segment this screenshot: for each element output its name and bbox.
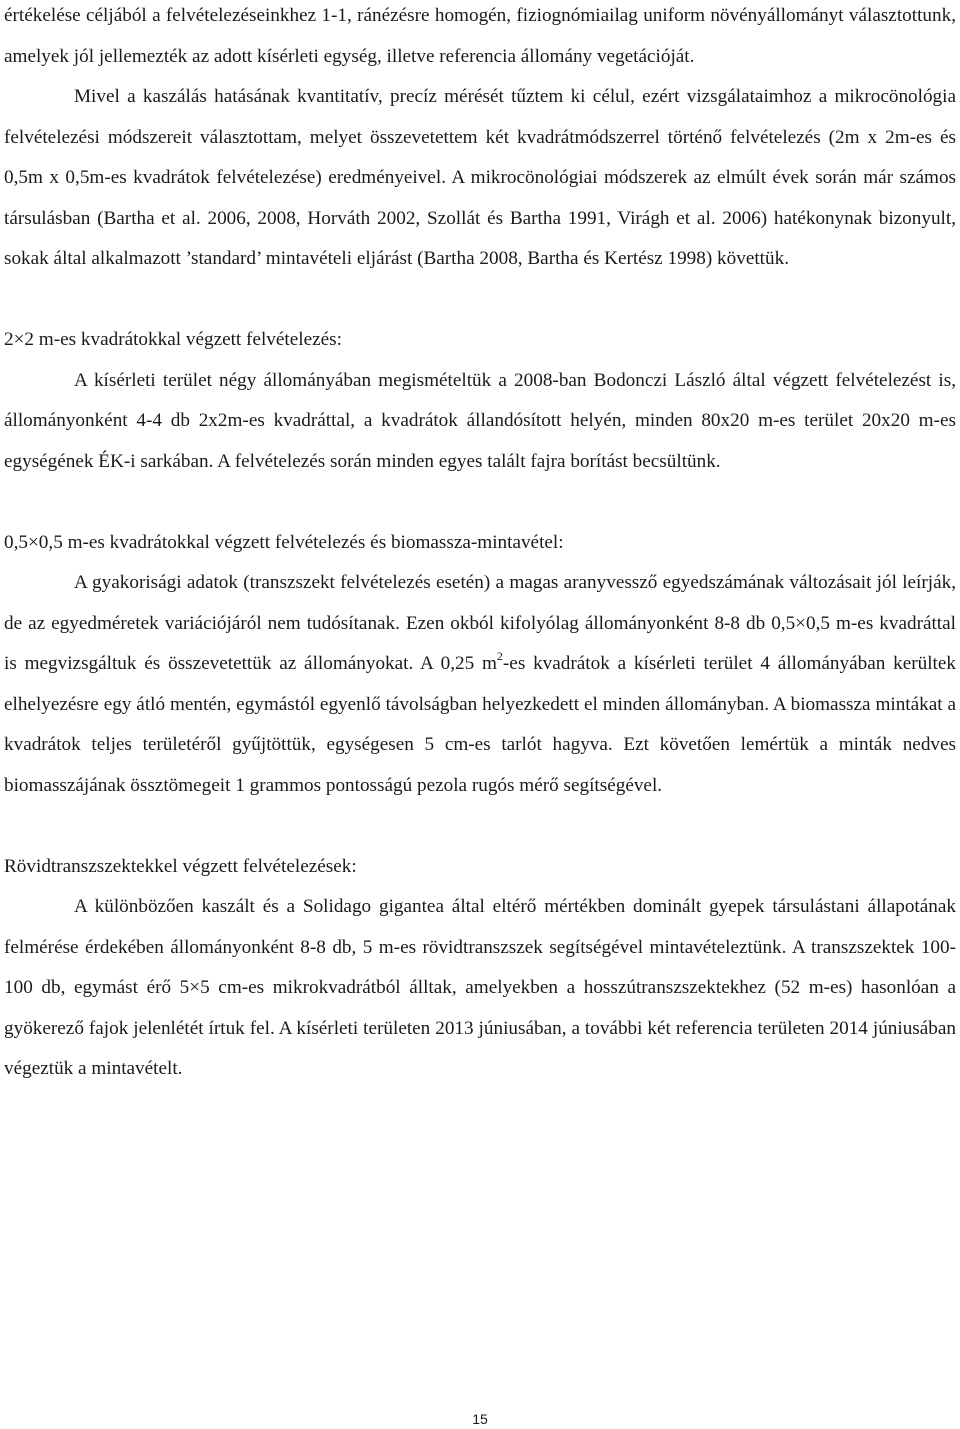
section-heading-05x05: 0,5×0,5 m-es kvadrátokkal végzett felvételezés és biomassza-mintavétel: [4, 531, 564, 553]
page-number: 15 [472, 1411, 488, 1427]
spacer [4, 280, 956, 321]
paragraph-05x05-quadrats [4, 563, 956, 806]
paragraph-intro-continuation: értékelése céljából a felvételezéseinkhez 1-1, ránézésre homogén, fiziognómiailag uniform növényállományt választottunk, amelyek jól jellemezték az adott kísérleti egység, illetve referencia állomány vegetációját. [4, 5, 956, 67]
section-heading-2x2: 2×2 m-es kvadrátokkal végzett felvételezés: [4, 329, 342, 350]
superscript-exponent: 2 [496, 648, 503, 663]
spacer [4, 482, 956, 523]
paragraph-methods-overview: Mivel a kaszálás hatásának kvantitatív, precíz mérését tűztem ki célul, ezért vizsgálataimhoz a mikrocönológia felvételezési módszereit választottam, melyet összevetettem két kvadrátmódszerrel történő felvételezés (2m x 2m-es és 0,5m x 0,5m-es kvadrátok felvételezése) eredményeivel. A mikrocönológiai módszerek az elmúlt évek során már számos társulásban (Bartha et al. 2006, 2008, Horváth 2002, Szollát és Bartha 1991, Virágh et al. 2006) hatékonynak bizonyult, sokak által alkalmazott ’standard’ mintavételi eljárást (Bartha 2008, Bartha és Kertész 1998) követtük. [4, 86, 956, 269]
section-heading-short-transects: Rövidtranszszektekkel végzett felvételezések: [4, 855, 357, 877]
paragraph-part-a: A gyakorisági adatok (transzszekt felvételezés esetén) a magas aranyvessző egyedszámának változásait jól leírják, de az egyedméretek variációjáról nem tudósítanak. Ezen okból kifolyólag állományonként 8-8 db 0,5×0,5 m-es kvadráttal is megvizsgáltuk és összevetettük az állományokat. A 0,25 m [4, 572, 956, 674]
paragraph-2x2-quadrats: A kísérleti terület négy állományában megismételtük a 2008-ban Bodonczi László által végzett felvételezést is, állományonként 4-4 db 2x2m-es kvadráttal, a kvadrátok állandósított helyén, minden 80x20 m-es terület 20x20 m-es egységének ÉK-i sarkában. A felvételezés során minden egyes talált fajra borítást becsültünk. [4, 369, 956, 472]
spacer [4, 806, 956, 847]
paragraph-short-transects: A különbözően kaszált és a Solidago gigantea által eltérő mértékben dominált gyepek társulástani állapotának felmérése érdekében állományonként 8-8 db, 5 m-es rövidtranszszek segítségével mintavételeztünk. A transzszektek 100-100 db, egymást érő 5×5 cm-es mikrokvadrátból álltak, amelyekben a hosszútranszszektekhez (52 m-es) hasonlóan a gyökerező fajok jelenlétét írtuk fel. A kísérleti területen 2013 júniusában, a további két referencia területen 2014 júniusában végeztük a mintavételt. [4, 896, 956, 1079]
document-page [4, 0, 956, 1090]
paragraph-part-b: -es kvadrátok a kísérleti terület 4 állományában kerültek elhelyezésre egy átló mentén, egymástól egyenlő távolságban helyezkedett el minden állományban. A biomassza mintákat a kvadrátok teljes területéről gyűjtöttük, egységesen 5 cm-es tarlót hagyva. Ezt követően lemértük a minták nedves biomasszájának össztömegeit 1 grammos pontosságú pezola rugós mérő segítségével. [4, 653, 956, 796]
